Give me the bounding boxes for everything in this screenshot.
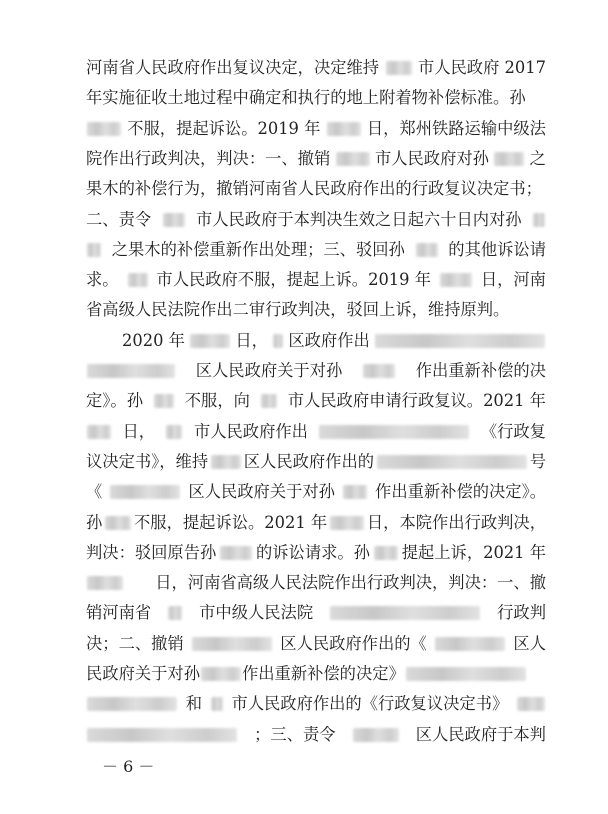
text-line bbox=[86, 300, 546, 320]
text-segment: 市人民政府不服，提起上诉。2019 年 bbox=[156, 270, 431, 290]
redacted-text bbox=[377, 455, 527, 469]
redacted-text bbox=[330, 606, 480, 620]
text-segment: 之果木的补偿重新作出处理；三、驳回孙 bbox=[111, 239, 405, 259]
redacted-text bbox=[192, 637, 272, 651]
text-segment: 民政府关于对孙 bbox=[86, 664, 200, 683]
redacted-text bbox=[406, 667, 526, 681]
text-segment: 的诉讼请求。孙 bbox=[255, 542, 370, 562]
text-line bbox=[86, 149, 546, 169]
redacted-text bbox=[327, 122, 361, 136]
text-segment: 市人民政府作出 bbox=[193, 421, 308, 441]
text-segment: 不服，向 bbox=[184, 391, 250, 411]
redacted-text bbox=[374, 546, 398, 560]
text-segment: 不服，提起诉讼。2021 年 bbox=[134, 512, 328, 532]
text-segment: 《行政复 bbox=[480, 421, 546, 441]
text-segment: 区人 bbox=[513, 633, 546, 653]
redacted-text bbox=[168, 606, 182, 620]
text-segment: 作出重新补偿的决定》 bbox=[241, 664, 405, 683]
redacted-text bbox=[386, 61, 412, 75]
text-line bbox=[86, 694, 546, 714]
text-line bbox=[86, 210, 546, 230]
text-line bbox=[86, 603, 546, 623]
redacted-text bbox=[220, 546, 252, 560]
redacted-text bbox=[87, 122, 121, 136]
text-segment: 提起上诉，2021 年 bbox=[401, 542, 546, 562]
text-segment: 议决定书》，维持 bbox=[86, 451, 209, 471]
text-segment: 区人民政府作出的《 bbox=[280, 633, 427, 653]
text-segment: 省高级人民法院作出二审行政判决，驳回上诉，维持原判。 bbox=[86, 300, 510, 320]
text-line bbox=[86, 573, 546, 593]
redacted-text bbox=[87, 243, 101, 257]
text-segment: 决；二、撤销 bbox=[86, 633, 184, 653]
text-segment: 区政府作出 bbox=[288, 330, 370, 350]
text-line bbox=[86, 58, 546, 78]
redacted-text bbox=[343, 485, 367, 499]
text-line bbox=[86, 543, 546, 563]
text-segment: 的其他诉讼请 bbox=[448, 239, 546, 259]
text-segment: 日，河南 bbox=[480, 270, 546, 290]
redacted-text bbox=[211, 697, 223, 711]
text-segment: 河南省人民政府作出复议决定，决定维持 bbox=[86, 58, 380, 77]
text-segment: 区人民政府于本判 bbox=[415, 724, 546, 744]
text-line bbox=[86, 482, 546, 502]
text-segment: 二、责令 bbox=[86, 209, 152, 229]
redacted-text bbox=[261, 394, 277, 408]
text-segment: 作出重新补偿的决 bbox=[415, 361, 546, 380]
redacted-text bbox=[375, 334, 545, 348]
redacted-text bbox=[533, 213, 545, 227]
text-segment: 号 bbox=[529, 451, 546, 471]
text-segment: 日，本院作出行政判决， bbox=[366, 512, 546, 532]
redacted-text bbox=[163, 213, 185, 227]
text-segment: 不服，提起诉讼。2019 年 bbox=[127, 118, 321, 138]
text-segment: 市人民政府于本判决生效之日起六十日内对孙 bbox=[195, 209, 522, 229]
redacted-text bbox=[105, 516, 131, 530]
text-line bbox=[86, 391, 546, 411]
text-line bbox=[86, 422, 546, 442]
redacted-text bbox=[128, 273, 148, 287]
text-segment: 区人民政府作出的 bbox=[243, 451, 375, 471]
redacted-text bbox=[330, 516, 364, 530]
text-segment: 作出重新补偿的决定》。 bbox=[375, 482, 546, 502]
page-number: － 6 － bbox=[102, 757, 155, 776]
text-line bbox=[86, 634, 546, 654]
text-segment: 《 bbox=[86, 482, 103, 502]
text-line bbox=[86, 119, 546, 139]
redacted-text bbox=[87, 425, 111, 439]
text-segment: 区人民政府关于对孙 bbox=[195, 361, 343, 380]
text-segment: 求。 bbox=[86, 270, 119, 290]
text-line bbox=[86, 452, 546, 472]
redacted-text bbox=[211, 455, 241, 469]
text-segment: 年实施征收土地过程中确定和执行的地上附着物补偿标准。孙 bbox=[86, 88, 526, 108]
redacted-text bbox=[201, 667, 241, 681]
redacted-text bbox=[87, 697, 177, 711]
text-line bbox=[86, 513, 546, 533]
text-segment: 院作出行政判决，判决：一、撤销 bbox=[86, 148, 331, 168]
redacted-text bbox=[110, 485, 180, 499]
text-line bbox=[86, 179, 546, 199]
redacted-text bbox=[435, 637, 505, 651]
text-line bbox=[86, 725, 546, 745]
text-line bbox=[86, 88, 546, 108]
redacted-text bbox=[87, 728, 237, 742]
text-line bbox=[86, 240, 546, 260]
redacted-text bbox=[273, 334, 283, 348]
text-segment: 区人民政府关于对孙 bbox=[188, 482, 335, 502]
redacted-text bbox=[319, 425, 469, 439]
text-segment: ；三、责令 bbox=[254, 724, 336, 744]
redacted-text bbox=[363, 364, 395, 378]
redacted-text bbox=[416, 243, 438, 257]
text-segment: 判决：驳回原告孙 bbox=[86, 542, 217, 562]
redacted-text bbox=[87, 364, 175, 378]
text-segment: 和 bbox=[185, 694, 203, 714]
text-segment: 日，郑州铁路运输中级法 bbox=[366, 118, 546, 138]
redacted-text bbox=[440, 273, 472, 287]
redacted-text bbox=[190, 334, 230, 348]
text-segment: 之 bbox=[529, 148, 546, 168]
text-segment: 销河南省 bbox=[86, 603, 152, 623]
text-segment: 2020 年 bbox=[122, 330, 185, 350]
text-line bbox=[86, 664, 546, 684]
text-segment: 市人民政府 2017 bbox=[417, 58, 546, 77]
text-segment: 市中级人民法院 bbox=[199, 603, 314, 623]
text-segment: 果木的补偿行为，撤销河南省人民政府作出的行政复议决定书； bbox=[86, 179, 542, 199]
text-segment: 日， bbox=[235, 330, 268, 350]
text-segment: 市人民政府对孙 bbox=[374, 148, 489, 168]
redacted-text bbox=[336, 152, 370, 166]
redacted-text bbox=[154, 394, 174, 408]
redacted-text bbox=[494, 152, 524, 166]
redacted-text bbox=[166, 425, 182, 439]
text-segment: 日， bbox=[122, 421, 156, 441]
redacted-text bbox=[353, 728, 399, 742]
redacted-text bbox=[87, 576, 123, 590]
text-segment: 市人民政府作出的《行政复议决定书》 bbox=[231, 694, 509, 714]
text-line bbox=[122, 331, 546, 351]
text-segment: 行政判 bbox=[497, 603, 546, 623]
text-line bbox=[86, 270, 546, 290]
text-line bbox=[86, 361, 546, 381]
text-segment: 定》。孙 bbox=[86, 391, 143, 411]
text-segment: 市人民政府申请行政复议。2021 年 bbox=[287, 391, 546, 411]
redacted-text bbox=[517, 697, 545, 711]
text-segment: 孙 bbox=[86, 512, 103, 532]
text-segment: 日，河南省高级人民法院作出行政判决，判决：一、撤 bbox=[155, 573, 546, 593]
